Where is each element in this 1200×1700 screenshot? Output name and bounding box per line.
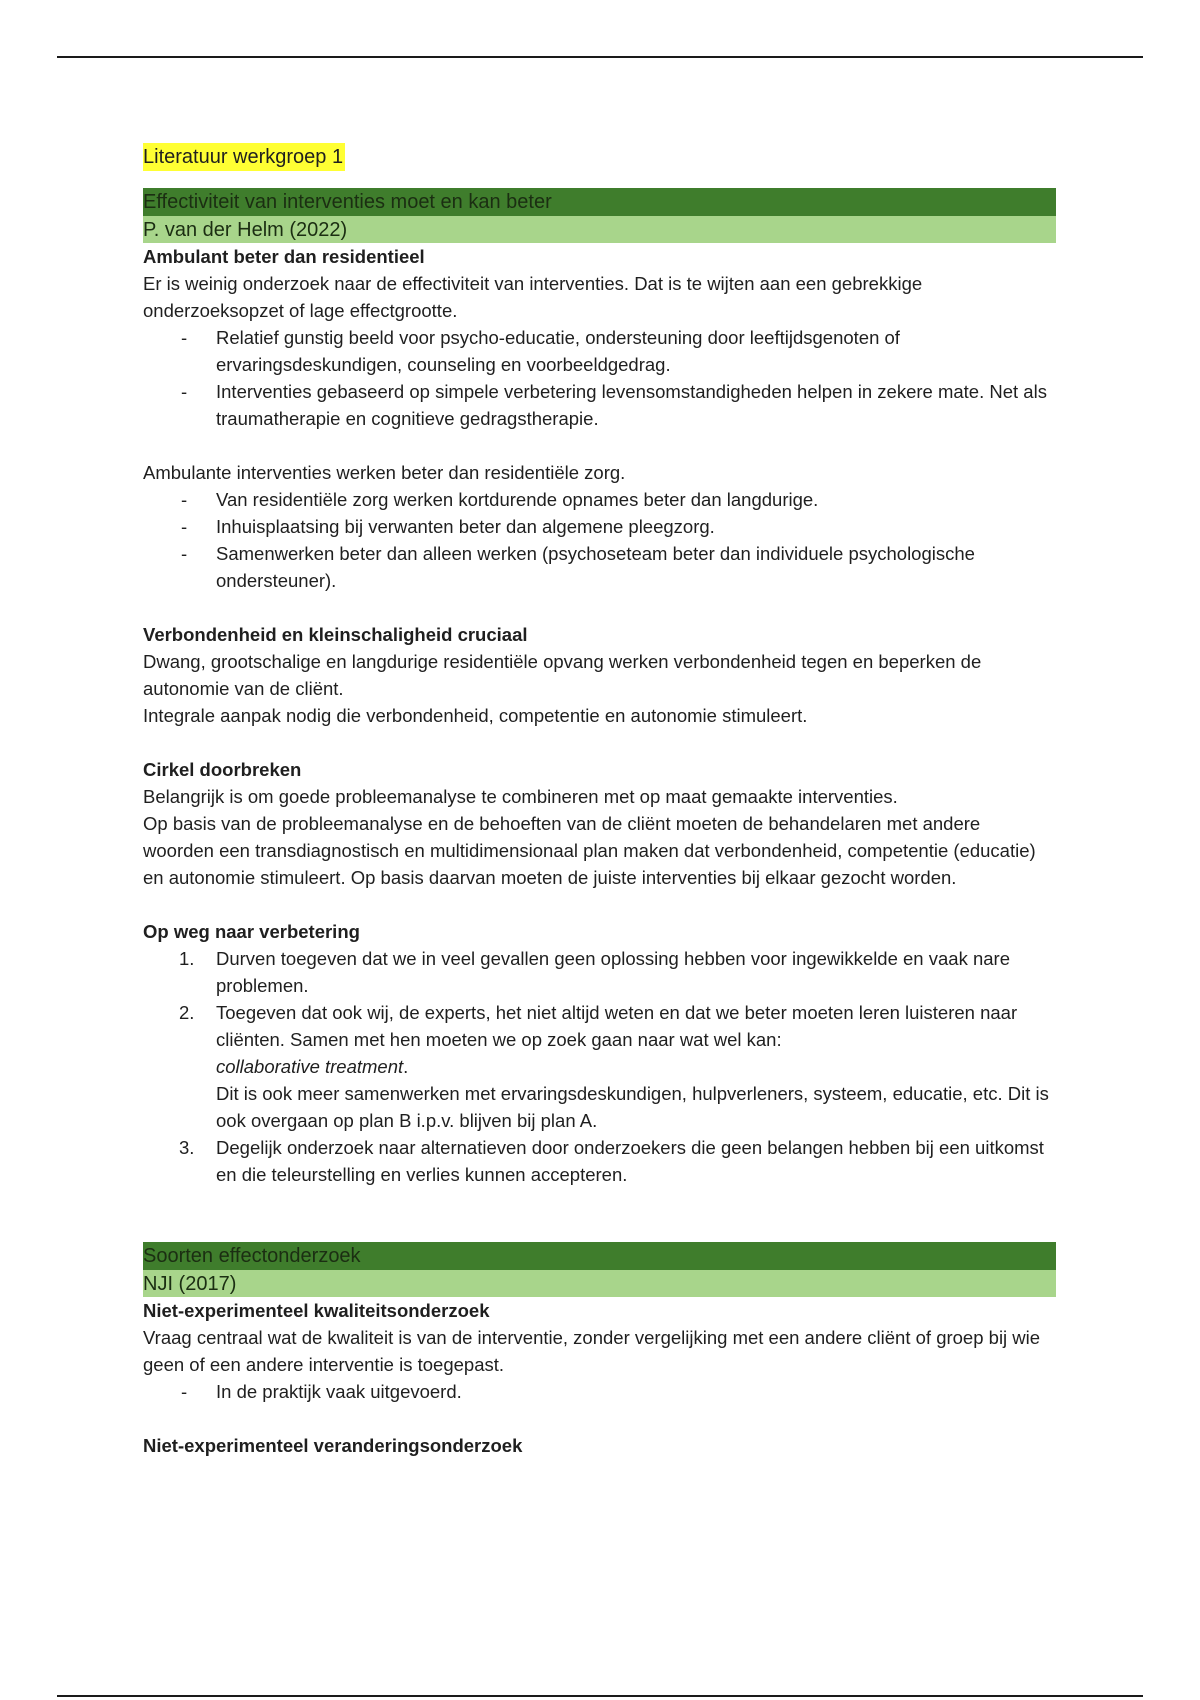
bullet-list bbox=[143, 486, 1056, 594]
paragraph: Op basis van de probleemanalyse en de behoeften van de cliënt moeten de behandelaren met andere woorden een transdiagnostisch en multidimensionaal plan maken dat verbondenheid, competentie (educatie) en autonomie stimuleert. Op basis daarvan moeten de juiste interventies bij elkaar gezocht worden. bbox=[143, 813, 1036, 888]
paragraph: Er is weinig onderzoek naar de effectiviteit van interventies. Dat is te wijten aan een gebrekkige onderzoeksopzet of lage effectgrootte. bbox=[143, 273, 923, 321]
numbered-list bbox=[143, 945, 1056, 1188]
bullet-list bbox=[143, 324, 1056, 432]
paragraph: Belangrijk is om goede probleemanalyse te combineren met op maat gemaakte interventies. bbox=[143, 786, 898, 807]
subheading: Op weg naar verbetering bbox=[143, 921, 360, 942]
list-item: - Inhuisplaatsing bij verwanten beter dan algemene pleegzorg. bbox=[181, 516, 715, 537]
list-item: - Relatief gunstig beeld voor psycho-educatie, ondersteuning door leeftijdsgenoten of ervaringsdeskundigen, counseling en voorbeeldgedrag. bbox=[181, 327, 900, 375]
list-item: - Samenwerken beter dan alleen werken (psychoseteam beter dan individuele psychologische ondersteuner). bbox=[181, 543, 975, 591]
header-rule bbox=[57, 56, 1143, 58]
bullet-list bbox=[143, 1378, 1056, 1405]
list-item: 3. Degelijk onderzoek naar alternatieven door onderzoekers die geen belangen hebben bij een uitkomst en die teleurstelling en verlies kunnen accepteren. bbox=[179, 1137, 1044, 1185]
section-title: Soorten effectonderzoek bbox=[143, 1242, 1056, 1270]
subheading: Verbondenheid en kleinschaligheid cruciaal bbox=[143, 624, 528, 645]
document-body bbox=[143, 143, 1056, 1459]
paragraph: Dwang, grootschalige en langdurige residentiële opvang werken verbondenheid tegen en beperken de autonomie van de cliënt. bbox=[143, 651, 982, 699]
list-item: - Interventies gebaseerd op simpele verbetering levensomstandigheden helpen in zekere mate. Net als traumatherapie en cognitieve gedragstherapie. bbox=[181, 381, 1047, 429]
list-item: 2. Toegeven dat ook wij, de experts, het niet altijd weten en dat we beter moeten leren luisteren naar cliënten. Samen met hen moeten we op zoek gaan naar wat wel kan: collaborative treatment. Dit is ook meer samenwerken met ervaringsdeskundigen, hulpverleners, systeem, educatie, etc. Dit is ook overgaan op plan B i.p.v. blijven bij plan A. bbox=[179, 1002, 1049, 1131]
section-source: P. van der Helm (2022) bbox=[143, 216, 1056, 243]
subheading: Niet-experimenteel kwaliteitsonderzoek bbox=[143, 1300, 490, 1321]
page-title: Literatuur werkgroep 1 bbox=[143, 143, 345, 171]
list-item: - Van residentiële zorg werken kortdurende opnames beter dan langdurige. bbox=[181, 489, 819, 510]
section-title: Effectiviteit van interventies moet en kan beter bbox=[143, 188, 1056, 216]
list-item: - In de praktijk vaak uitgevoerd. bbox=[181, 1381, 462, 1402]
paragraph: Ambulante interventies werken beter dan residentiële zorg. bbox=[143, 462, 626, 483]
paragraph: Vraag centraal wat de kwaliteit is van de interventie, zonder vergelijking met een andere cliënt of groep bij wie geen of een andere interventie is toegepast. bbox=[143, 1327, 1041, 1375]
footer-rule bbox=[57, 1695, 1143, 1697]
paragraph: Integrale aanpak nodig die verbondenheid, competentie en autonomie stimuleert. bbox=[143, 705, 808, 726]
subheading: Niet-experimenteel veranderingsonderzoek bbox=[143, 1435, 523, 1456]
subheading: Cirkel doorbreken bbox=[143, 759, 302, 780]
subheading: Ambulant beter dan residentieel bbox=[143, 246, 425, 267]
list-item: 1. Durven toegeven dat we in veel gevallen geen oplossing hebben voor ingewikkelde en vaak nare problemen. bbox=[179, 948, 1010, 996]
section-source: NJI (2017) bbox=[143, 1270, 1056, 1297]
